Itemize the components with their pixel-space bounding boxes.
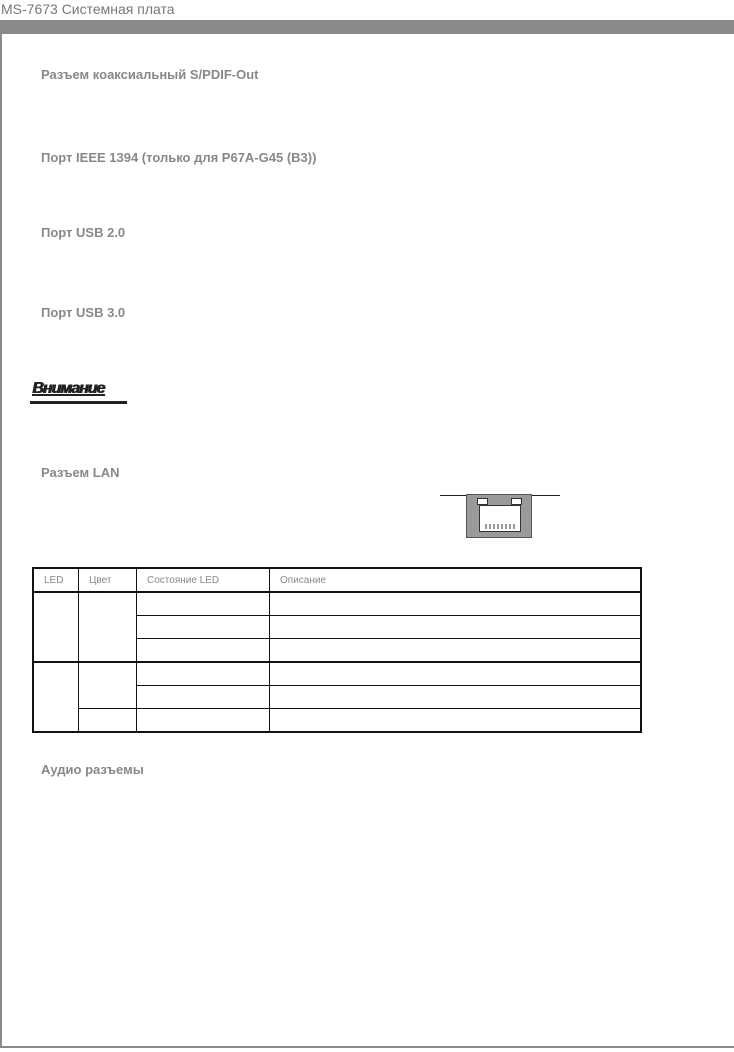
heading-lan: Разъем LAN xyxy=(41,465,120,480)
table-cell xyxy=(79,662,137,709)
col-state: Состояние LED xyxy=(137,568,270,592)
frame-bottom-border xyxy=(0,1046,734,1048)
table-cell xyxy=(270,616,642,639)
attention-heading: Внимание xyxy=(32,380,105,397)
table-cell xyxy=(137,616,270,639)
heading-ieee1394: Порт IEEE 1394 (только для P67A-G45 (B3)) xyxy=(41,150,317,165)
heading-audio: Аудио разъемы xyxy=(41,762,144,777)
table-cell xyxy=(270,686,642,709)
table-cell xyxy=(33,592,79,662)
table-cell xyxy=(270,662,642,686)
heading-usb2: Порт USB 2.0 xyxy=(41,225,126,240)
table-cell xyxy=(270,592,642,616)
frame-left-border xyxy=(0,34,2,1048)
table-row xyxy=(33,709,641,733)
table-header-row xyxy=(33,568,641,592)
attention-underline xyxy=(30,401,127,404)
page-header-title: MS-7673 Системная плата xyxy=(1,1,175,17)
table-cell xyxy=(137,592,270,616)
table-row xyxy=(33,592,641,616)
table-cell xyxy=(79,709,137,733)
col-color: Цвет xyxy=(79,568,137,592)
table-cell xyxy=(137,639,270,663)
table-cell xyxy=(79,592,137,662)
header-bar xyxy=(0,20,734,34)
lan-right-led xyxy=(511,498,522,505)
lan-led-table xyxy=(32,567,642,733)
heading-usb3: Порт USB 3.0 xyxy=(41,305,126,320)
heading-spdif: Разъем коаксиальный S/PDIF-Out xyxy=(41,67,259,82)
lan-left-led xyxy=(477,498,488,505)
table-cell xyxy=(33,662,79,732)
table-row xyxy=(33,662,641,686)
table-cell xyxy=(137,662,270,686)
table-cell xyxy=(137,686,270,709)
table-cell xyxy=(137,709,270,733)
col-led: LED xyxy=(33,568,79,592)
table-cell xyxy=(270,709,642,733)
lan-pins-icon xyxy=(480,506,520,531)
col-description: Описание xyxy=(270,568,642,592)
table-cell xyxy=(270,639,642,663)
lan-port-body xyxy=(466,494,532,538)
lan-socket xyxy=(479,505,521,532)
lan-port-diagram xyxy=(438,490,562,540)
